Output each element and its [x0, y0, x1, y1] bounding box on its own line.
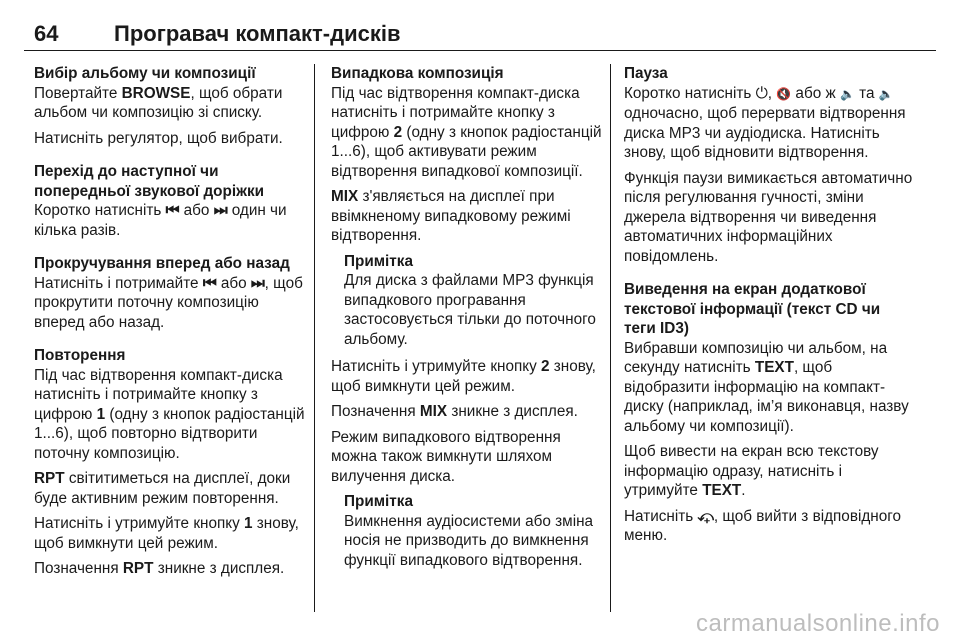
text: Щоб вивести на екран всю текстову інформацію одразу, натисніть і утримуйте: [624, 443, 879, 499]
note-heading: Примітка: [344, 252, 413, 270]
text: Під час відтворення компакт-диска натисніть і потримайте кнопку з цифрою: [331, 84, 580, 141]
mix-label: MIX: [331, 188, 359, 205]
column-divider: [314, 64, 315, 612]
text: Позначення: [34, 560, 123, 577]
mute-icon: 🔇: [776, 86, 792, 101]
section-repeat: [34, 346, 306, 579]
section-heading: Повторення: [34, 347, 126, 364]
browse-label: BROWSE: [121, 84, 191, 102]
text: Натисніть і утримуйте кнопку: [34, 515, 245, 532]
note-text: Для диска з файлами MP3 функція випадкового програвання застосовується тільки до поточного альбому.: [344, 272, 596, 348]
mix-label: MIX: [419, 403, 448, 420]
text: , щоб прокрутити поточну композицію вперед або назад.: [34, 274, 303, 331]
previous-track-icon: ⏮: [165, 202, 180, 219]
column-divider: [610, 64, 611, 612]
next-track-icon: ⏭: [250, 274, 265, 292]
rpt-label: RPT: [34, 470, 65, 487]
text: Коротко натисніть: [624, 84, 756, 102]
text: .: [741, 482, 746, 499]
paragraph: [624, 339, 914, 437]
text: з'являється на дисплеї при ввімкненому випадковому режимі відтворення.: [331, 188, 571, 244]
page-number: 64: [34, 21, 59, 46]
volume-icon: 🔈: [839, 86, 855, 101]
note-text: Вимкнення аудіосистеми або зміна носія не призводить до вимкнення функції випадкового відтворення.: [344, 512, 594, 569]
text: або: [216, 274, 251, 292]
text: знову, щоб вимкнути цей режим.: [331, 358, 596, 395]
note-box: [344, 252, 603, 350]
text-button-label: TEXT: [702, 482, 742, 499]
text: , щоб відобразити інформацію на компакт-диску (наприклад, ім’я виконавця, назву альбому чи композиції).: [624, 359, 909, 435]
section-random: [331, 64, 603, 246]
paragraph: Натисніть регулятор, щоб вибрати.: [34, 129, 283, 147]
paragraph: [34, 366, 306, 464]
key-number: 1: [96, 405, 106, 423]
key-number: 1: [244, 515, 253, 532]
section-heading: Виведення на екран додаткової текстової інформації (текст CD чи теги ID3): [624, 281, 881, 337]
text: (одну з кнопок радіостанцій 1...6), щоб активувати режим відтворення випадкової композиції.: [331, 123, 602, 180]
text: Натисніть: [624, 507, 698, 525]
section-track-skip: [34, 162, 306, 240]
paragraph: [331, 187, 603, 246]
next-track-icon: ⏭: [213, 202, 228, 219]
key-number: 2: [393, 123, 403, 141]
section-pause: [624, 64, 914, 266]
power-icon: ⏻: [755, 84, 768, 102]
section-scroll: [34, 254, 306, 332]
paragraph: [624, 84, 914, 163]
text: або: [179, 202, 214, 219]
page-header: [24, 20, 936, 51]
text: Повертайте: [34, 84, 122, 102]
text: зникне з дисплея.: [447, 403, 578, 420]
text: або ж: [791, 84, 840, 102]
column-2: [331, 64, 603, 578]
text: зникне з дисплея.: [153, 560, 285, 577]
key-number: 2: [541, 358, 550, 375]
section-cd-text: [624, 280, 914, 546]
text: ,: [767, 84, 777, 102]
text: Позначення: [331, 403, 420, 420]
text: Вибравши композицію чи альбом, на секунду натисніть: [624, 339, 888, 376]
note-box: [344, 492, 603, 570]
paragraph: [34, 514, 306, 553]
paragraph: [34, 469, 306, 508]
paragraph: [34, 84, 306, 123]
section-heading: Перехід до наступної чи попередньої звукової доріжки: [34, 163, 265, 200]
paragraph: [34, 559, 306, 579]
back-icon: ⤽: [697, 507, 714, 525]
section-heading: Пауза: [624, 65, 668, 82]
paragraph: [34, 274, 306, 333]
paragraph: [331, 402, 603, 422]
note-heading: Примітка: [344, 493, 413, 510]
section-heading: Прокручування вперед або назад: [34, 255, 290, 272]
text: один чи кілька разів.: [34, 202, 287, 239]
paragraph: [624, 507, 914, 546]
paragraph: [331, 357, 603, 396]
page-title: Програвач компакт-дисків: [114, 21, 401, 46]
section-album-select: [34, 64, 306, 148]
rpt-label: RPT: [122, 560, 154, 577]
text: знову, щоб вимкнути цей режим.: [34, 515, 299, 552]
previous-track-icon: ⏮: [202, 274, 217, 292]
column-3: [624, 64, 914, 552]
text: (одну з кнопок радіостанцій 1...6), щоб повторно відтворити поточну композицію.: [34, 405, 305, 462]
paragraph: [34, 201, 306, 240]
column-1: [34, 64, 306, 593]
paragraph: [624, 442, 914, 501]
text: Під час відтворення компакт-диска натисніть і потримайте кнопку з цифрою: [34, 366, 283, 423]
text: Натисніть і потримайте: [34, 274, 203, 292]
text: , щоб обрати альбом чи композицію зі списку.: [34, 84, 283, 121]
volume-icon: 🔈: [878, 86, 894, 101]
paragraph: Режим випадкового відтворення можна також вимкнути шляхом вилучення диска.: [331, 428, 561, 485]
text: та: [854, 84, 879, 102]
paragraph: Функція паузи вимикається автоматично після регулювання гучності, зміни джерела відтворення чи виведення автоматичних інформаційних повідомлень.: [624, 169, 913, 265]
paragraph: [331, 84, 603, 182]
watermark: carmanualsonline.info: [696, 610, 940, 637]
section-heading: Вибір альбому чи композиції: [34, 65, 256, 82]
text: одночасно, щоб перервати відтворення диска MP3 чи аудіодиска. Натисніть знову, щоб відновити відтворення.: [624, 105, 906, 161]
text: Натисніть і утримуйте кнопку: [331, 358, 542, 375]
section-heading: Випадкова композиція: [331, 65, 504, 82]
text-button-label: TEXT: [754, 359, 794, 376]
text: , щоб вийти з відповідного меню.: [624, 507, 901, 544]
text: Коротко натисніть: [34, 202, 166, 219]
text: світитиметься на дисплеї, доки буде активним режим повторення.: [34, 470, 291, 507]
